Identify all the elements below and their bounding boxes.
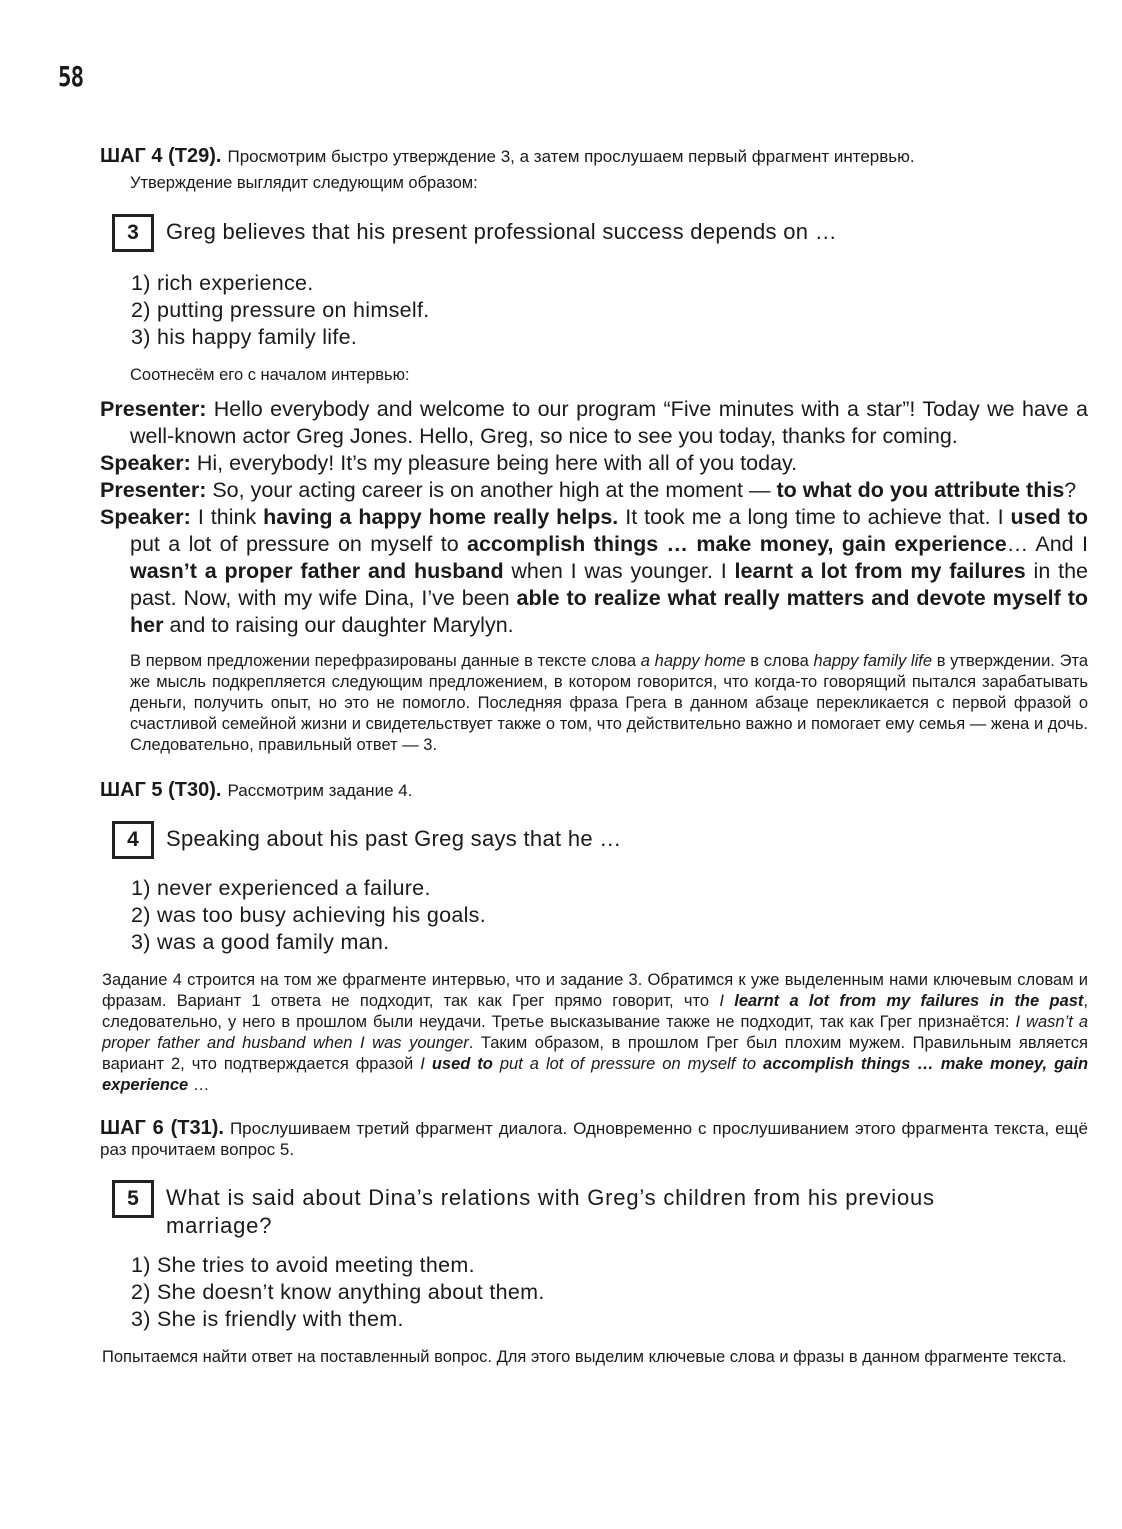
explanation-2 [100,970,1088,1096]
explanation-quote: I [719,992,735,1010]
explanation-key-quote: used to [431,1055,493,1073]
task-3-question: Greg believes that his present professional success depends on … [166,219,838,244]
step-4-text: Просмотрим быстро утверждение 3, а затем прослушаем первый фрагмент интервью. [227,147,915,166]
page-content [100,140,1088,1368]
task-3 [112,214,1088,252]
presenter-line-2-key: to what do you attribute this [776,478,1065,502]
speaker-text: I think [197,505,264,529]
speaker-text: when I was younger. I [503,559,735,583]
match-intro: Соотнесём его с началом интервью: [130,366,410,384]
task-5-options [131,1252,1088,1333]
task-5-option-2: 2) She doesn’t know anything about them. [131,1280,545,1304]
step-4-heading [100,144,1088,169]
explanation-text: В первом предложении перефразированы данные в тексте слова [130,652,641,670]
task-3-number: 3 [112,214,154,252]
step-4-label: ШАГ 4 (Т29). [100,145,222,167]
explanation-text: … [188,1076,210,1094]
speaker-label: Speaker: [100,505,191,529]
presenter-label: Presenter: [100,478,207,502]
task-4-option-3: 3) was a good family man. [131,930,390,954]
step-5-label: ШАГ 5 (Т30). [100,779,222,801]
speaker-label: Speaker: [100,451,191,475]
speaker-text: in the past. Now, with my wife Dina, I’ve been [130,559,1088,610]
dialog-turn-presenter-1 [100,396,1088,450]
speaker-text: and to raising our daughter Marylyn. [163,613,514,637]
explanation-quote: happy family life [813,652,933,670]
step-6-heading [100,1118,1088,1160]
explanation-text: . Таким образом, в прошлом Грег был плохим мужем. Правильным является вариант 2, что подтверждается фразой [102,1034,1088,1073]
dialog-turn-speaker-1 [100,450,1088,477]
explanation-key-quote: accomplish things … make money, gain experience [102,1055,1089,1094]
step-6-text: Прослушиваем третий фрагмент диалога. Одновременно с прослушиванием этого фрагмента текста, ещё раз прочитаем вопрос 5. [100,1119,1088,1159]
task-4-question: Speaking about his past Greg says that he … [166,826,622,851]
presenter-label: Presenter: [100,397,207,421]
explanation-quote: I wasn’t a proper father and husband when I was younger [102,1013,1088,1052]
speaker-key-phrase: used to [1010,505,1088,529]
speaker-line-1: Hi, everybody! It’s my pleasure being here with all of you today. [196,451,798,475]
presenter-line-1: Hello everybody and welcome to our program “Five minutes with a star”! Today we have a well-known actor Greg Jones. Hello, Greg, so nice to see you today, thanks for coming. [130,397,1088,448]
page-number: 58 [58,60,84,93]
explanation-text: , следовательно, у него в прошлом были неудачи. Третье высказывание также не подходит, так как Грег признаётся: [102,992,1089,1031]
speaker-key-phrase: learnt a lot from my failures [734,559,1026,583]
task-4-options [131,875,1088,956]
task-3-option-3: 3) his happy family life. [131,325,358,349]
step-6-label: ШАГ 6 (Т31). [100,1117,224,1139]
explanation-quote: I [420,1055,432,1073]
speaker-key-phrase: wasn’t a proper father and husband [130,559,504,583]
dialog-turn-speaker-2 [100,504,1088,639]
interview-dialog [100,396,1088,639]
task-3-options [131,270,1088,351]
step-5-text: Рассмотрим задание 4. [227,781,413,800]
explanation-key-quote: learnt a lot from my failures in the past [734,992,1084,1010]
speaker-text: It took me a long time to achieve that. I [618,505,1011,529]
explanation-text: в слова [745,652,814,670]
task-5-number: 5 [112,1180,154,1218]
task-4-number: 4 [112,821,154,859]
explanation-text: в утверждении. Эта же мысль подкрепляется следующим предложением, в котором говорится, что когда-то говорящий пытался зарабатывать деньги, получить опыт, но это не помогло. Последняя фраза Грега в данном абзаце перекликается с первой фразой о счастливой семейной жизни и свидетельствует также о том, что действительно важно и помогает ему семья — жена и дочь. Следовательно, правильный ответ — 3. [130,652,1089,754]
presenter-line-2-end: ? [1064,478,1077,502]
task-5-option-1: 1) She tries to avoid meeting them. [131,1253,475,1277]
explanation-1 [100,651,1088,756]
task-5-option-3: 3) She is friendly with them. [131,1307,404,1331]
explanation-quote: a happy home [640,652,746,670]
task-4-option-2: 2) was too busy achieving his goals. [131,903,486,927]
speaker-text: put a lot of pressure on myself to [130,532,468,556]
final-paragraph: Попытаемся найти ответ на поставленный вопрос. Для этого выделим ключевые слова и фразы в данном фрагменте текста. [102,1348,1067,1366]
task-4 [112,821,1088,859]
step-4-text2: Утверждение выглядит следующим образом: [130,174,478,192]
explanation-text: Задание 4 строится на том же фрагменте интервью, что и задание 3. Обратимся к уже выделенным нами ключевым словам и фразам. Вариант 1 ответа не подходит, так как Грег прямо говорит, что [102,971,1088,1010]
speaker-key-phrase: accomplish things … make money, gain experience [467,532,1007,556]
task-4-option-1: 1) never experienced a failure. [131,876,431,900]
presenter-line-2: So, your acting career is on another high at the moment — [212,478,777,502]
task-3-option-2: 2) putting pressure on himself. [131,298,430,322]
task-5 [112,1180,1088,1240]
speaker-text: … And I [1006,532,1088,556]
speaker-key-phrase: able to realize what really matters and devote myself to her [130,586,1088,637]
dialog-turn-presenter-2 [100,477,1088,504]
explanation-quote: put a lot of pressure on myself to [492,1055,764,1073]
task-3-option-1: 1) rich experience. [131,271,314,295]
speaker-key-phrase: having a happy home really helps. [263,505,619,529]
step-5-heading [100,778,1088,803]
task-5-question: What is said about Dina’s relations with Greg’s children from his previous marriage? [166,1185,935,1238]
